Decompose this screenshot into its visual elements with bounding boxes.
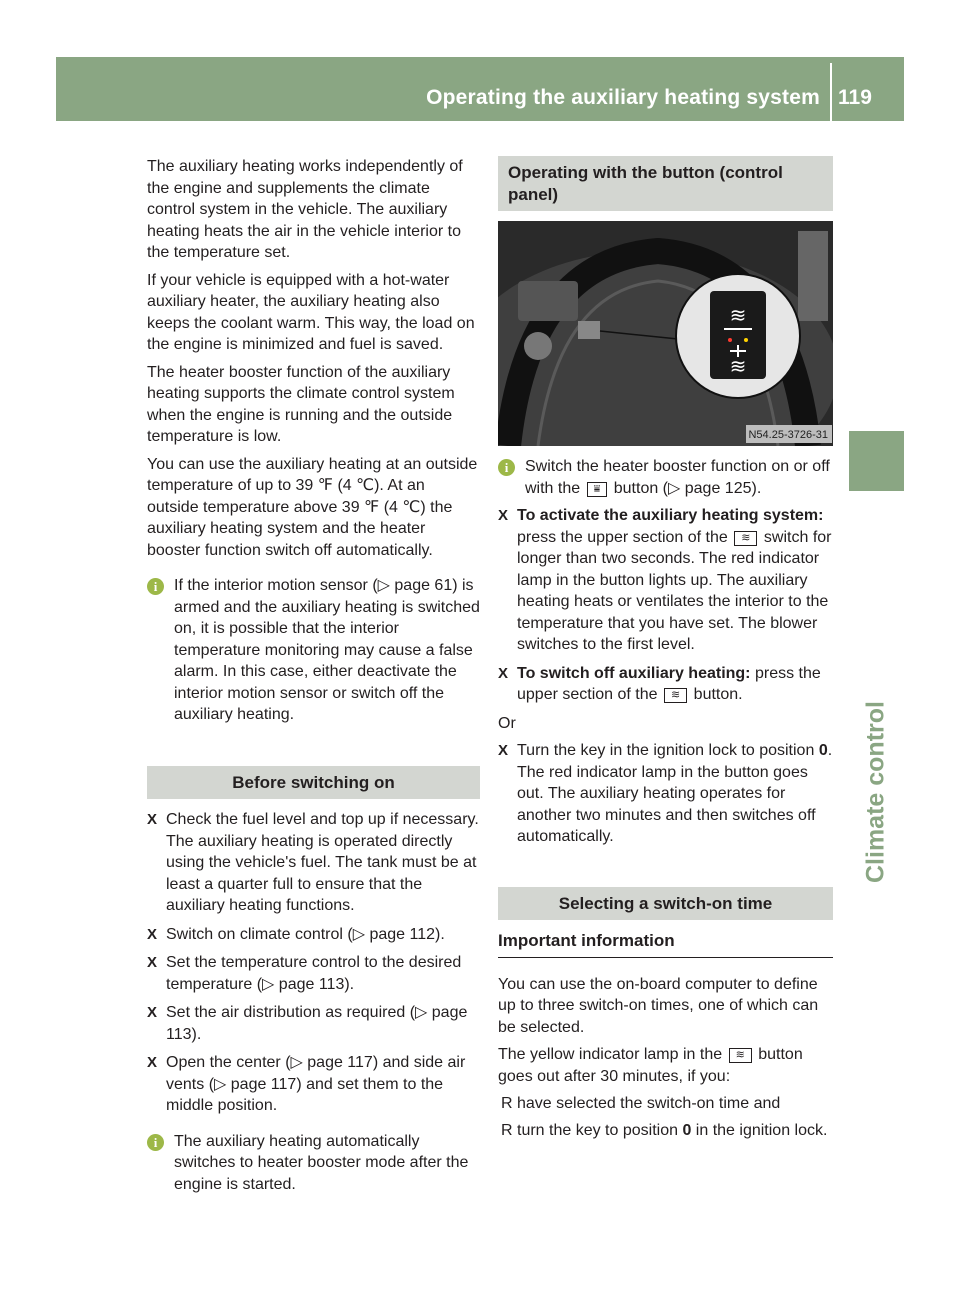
step-text: switch for longer than two seconds. The red indicator lamp in the button lights up. The auxiliary heating heats or ventilates the interior to the temperature that you have set. The blower switches to the first level. <box>517 528 832 653</box>
info-note-text: off with the <box>525 458 830 497</box>
heat-symbol-lower: ≋ <box>729 354 747 378</box>
body-text: button goes out after 30 minutes, if you: <box>498 1046 803 1085</box>
intro-paragraph: The auxiliary heating works independently of the engine and supplements the climate control system in the vehicle. The auxiliary heating heats the air in the vehicle interior to the temperature set. <box>147 158 463 261</box>
intro-paragraph: You can use the auxiliary heating at an outside temperature of up to 39 ℉ (4 ℃). At an outside temperature above 39 ℉ (4 ℃) the auxiliary heating system and the heater booster function switch off automatically. <box>147 455 478 559</box>
heater-booster-button-icon: ⩸ <box>587 482 608 497</box>
left-column <box>147 156 480 1201</box>
info-note <box>498 456 833 499</box>
step-text: Turn the key in the ignition lock to position <box>517 742 815 759</box>
body-text: The yellow indicator lamp in the <box>498 1046 723 1063</box>
indicator-lamp-red <box>728 338 732 342</box>
section-heading-before-switching-on: Before switching on <box>147 766 480 800</box>
page-number: 119 <box>838 86 872 109</box>
instruction-step <box>147 809 480 917</box>
instruction-step <box>147 924 480 946</box>
list-item-text: have selected the switch-on time and <box>517 1095 781 1112</box>
key-position: 0 <box>682 1121 692 1139</box>
step-text: Check the fuel level and top up if necessary. The auxiliary heating is operated directly using the vehicle's fuel. The tank must be at least a quarter full to ensure that the auxiliary heating functions. <box>166 811 479 914</box>
info-note-text: If the interior motion sensor (▷ page 61) is armed and the auxiliary heating is switched on, it is possible that the interior temperature monitoring may cause a false alarm. In this case, either deactivate the interior motion sensor or switch off the auxiliary heating. <box>174 577 480 723</box>
instruction-step <box>147 1052 480 1117</box>
auxiliary-heating-button-icon: ≋ <box>729 1048 752 1063</box>
page-header <box>56 57 904 121</box>
bullet-icon: R <box>501 1095 513 1112</box>
list-item-text: in the ignition lock. <box>695 1121 828 1139</box>
step-text: Open the center (▷ page 117) and side air vents (▷ page 117) and set them to the middle position. <box>166 1054 466 1114</box>
list-item <box>498 1120 833 1142</box>
step-arrow-icon: X <box>147 954 158 971</box>
side-tab-label: Climate control <box>861 701 890 883</box>
step-text: button. <box>693 686 743 703</box>
header-title: Operating the auxiliary heating system <box>426 86 820 109</box>
info-note-text: The auxiliary heating automatically switches to heater booster mode after the engine is started. <box>174 1132 469 1193</box>
list-item <box>498 1093 833 1115</box>
side-tab-marker <box>849 431 904 491</box>
section-heading-switch-on-time: Selecting a switch-on time <box>498 887 833 921</box>
instruction-step <box>498 663 833 706</box>
info-icon: i <box>147 1134 164 1151</box>
step-arrow-icon: X <box>147 1054 158 1071</box>
info-note <box>147 1131 480 1196</box>
left-vent <box>518 281 578 321</box>
intro-paragraph: If your vehicle is equipped with a hot-water auxiliary heater, the auxiliary heating also keeps the coolant warm. This way, the load on the engine is minimized and fuel is saved. <box>147 271 475 353</box>
info-note-text: Switch the heater booster function on or <box>525 458 808 475</box>
subheading-important-information: Important information <box>498 930 833 958</box>
indicator-lamp-yellow <box>744 338 748 342</box>
info-note <box>147 575 480 726</box>
right-vent <box>798 231 828 321</box>
list-item-text: turn the key to position <box>517 1121 678 1139</box>
instruction-step <box>147 952 480 995</box>
light-switch <box>524 332 552 360</box>
header-divider <box>830 63 832 121</box>
bullet-icon: R <box>501 1121 513 1139</box>
step-label: To activate the auxiliary heating system: <box>517 507 824 524</box>
step-arrow-icon: X <box>147 925 158 943</box>
step-text: Set the air distribution as required (▷ page 113). <box>166 1004 468 1043</box>
step-arrow-icon: X <box>498 742 509 759</box>
info-note-text: button (▷ page 125). <box>613 479 762 497</box>
step-text: press the upper section of the <box>517 664 821 703</box>
step-arrow-icon: X <box>147 811 158 828</box>
dashboard-photo <box>498 221 833 446</box>
or-text: Or <box>498 714 516 732</box>
step-arrow-icon: X <box>498 507 509 524</box>
button-cluster <box>578 321 600 339</box>
auxiliary-heating-switch-icon: ≋ <box>734 531 757 546</box>
step-arrow-icon: X <box>147 1004 158 1021</box>
step-arrow-icon: X <box>498 664 509 682</box>
section-heading-operating-button: Operating with the button (control panel) <box>498 156 833 211</box>
image-code: N54.25-3726-31 <box>748 429 828 441</box>
step-text: Switch on climate control (▷ page 112). <box>166 925 445 943</box>
instruction-step <box>498 505 833 656</box>
step-text: Set the temperature control to the desired temperature (▷ page 113). <box>166 954 462 993</box>
info-icon: i <box>147 578 164 595</box>
step-text: The red indicator lamp in the button goes out. The auxiliary heating operates for another two minutes and then switches off automatically. <box>517 763 816 845</box>
right-column <box>498 156 833 1146</box>
body-paragraph: You can use the on-board computer to define up to three switch-on times, one of which can be selected. <box>498 975 819 1036</box>
instruction-step <box>147 1002 480 1045</box>
key-position: 0 <box>818 742 828 759</box>
body-paragraph <box>498 1044 833 1087</box>
instruction-step: X Turn the key in the ignition lock to position 0. The red indicator lamp in the button goes out. The auxiliary heating operates for another two minutes and then switches off automatically. <box>498 742 833 845</box>
intro-paragraph: The heater booster function of the auxiliary heating supports the climate control system when the engine is running and the outside temperature is low. <box>147 363 455 445</box>
auxiliary-heating-button-icon: ≋ <box>664 688 687 703</box>
heat-symbol-upper: ≋ <box>729 303 747 327</box>
info-icon: i <box>498 459 515 476</box>
step-label: To switch off auxiliary heating: <box>517 664 751 682</box>
step-text: press the upper section of the <box>517 528 728 546</box>
